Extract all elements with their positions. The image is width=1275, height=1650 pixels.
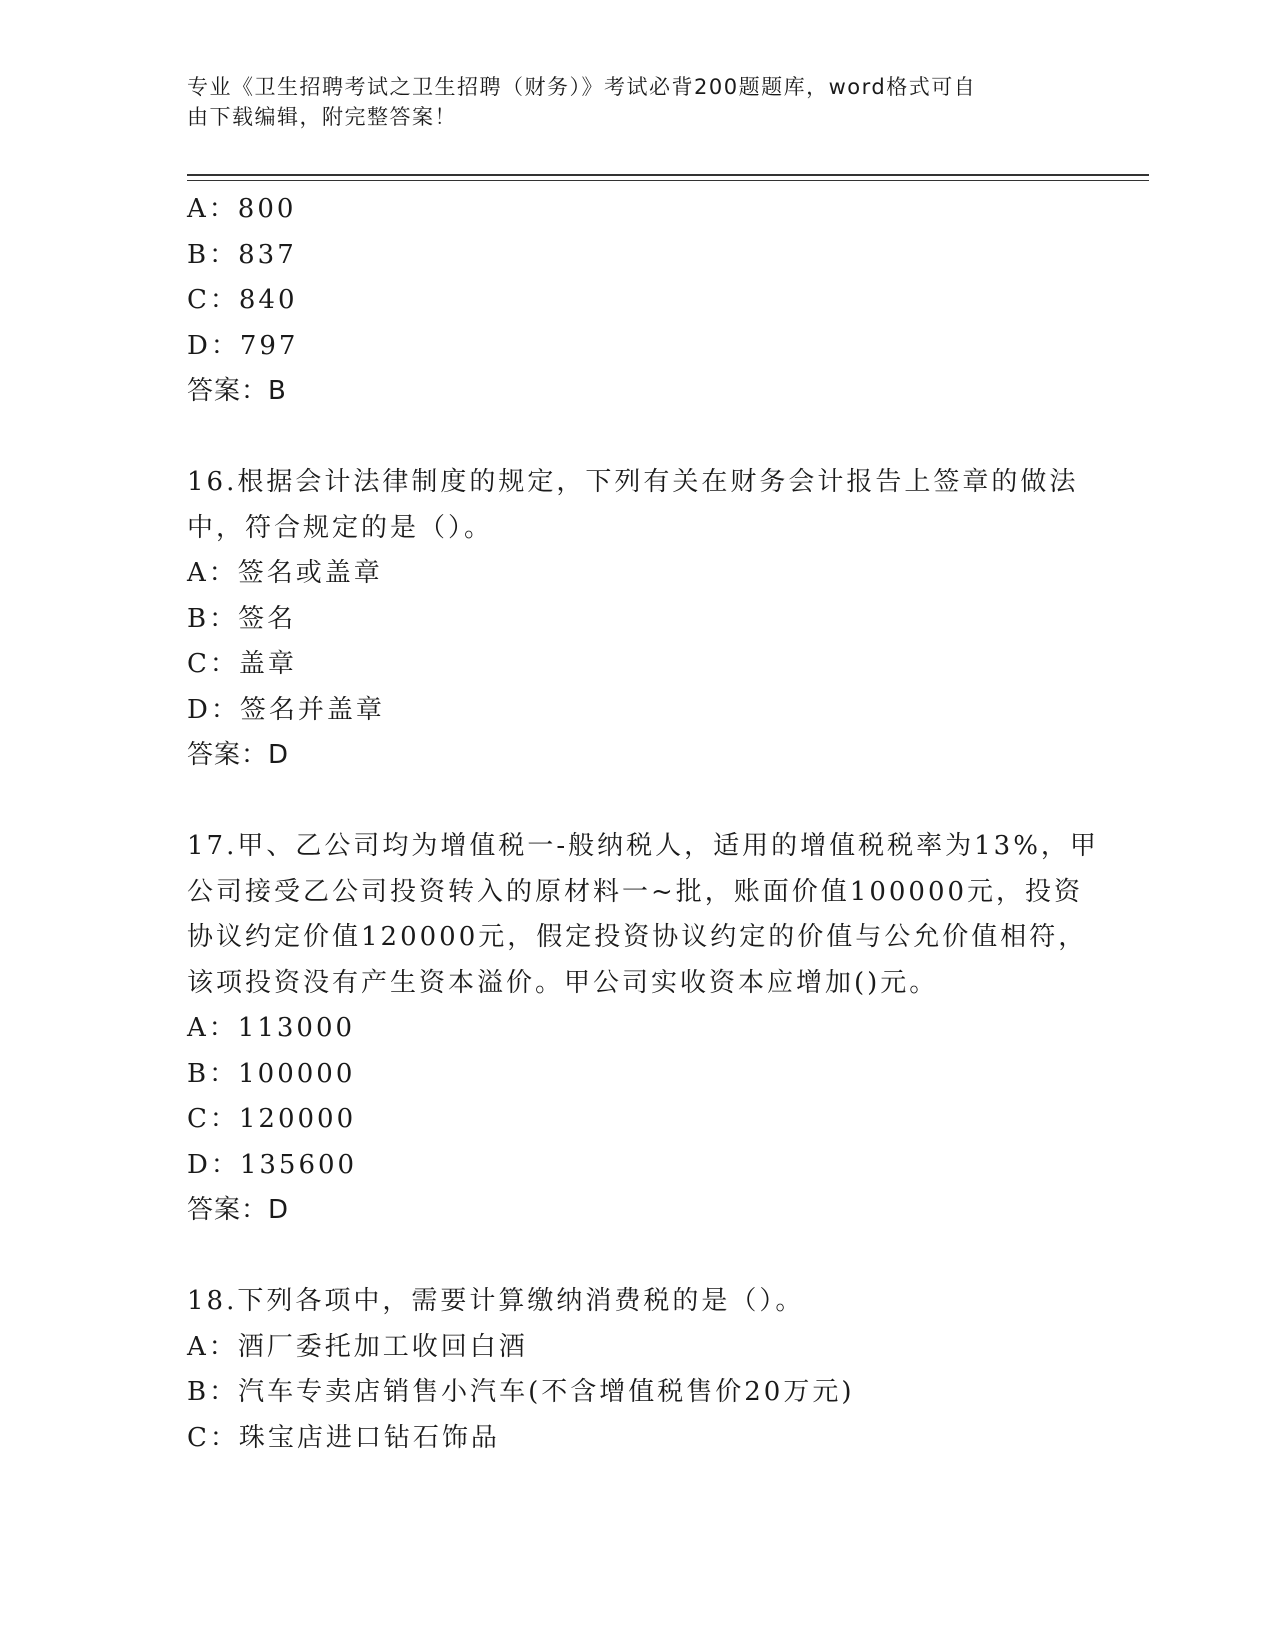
answer-line: 答案：D xyxy=(187,740,290,770)
question-stem: 16.根据会计法律制度的规定，下列有关在财务会计报告上签章的做法 xyxy=(187,467,1079,497)
spacer xyxy=(187,415,1087,461)
question-stem: 协议约定价值120000元，假定投资协议约定的价值与公允价值相符， xyxy=(187,922,1088,952)
option-c: C：120000 xyxy=(187,1104,357,1134)
header-line-2: 由下载编辑，附完整答案！ xyxy=(187,105,457,129)
question-list xyxy=(187,187,1099,1461)
header-line-1: 专业《卫生招聘考试之卫生招聘（财务）》考试必背200题题库，word格式可自 xyxy=(187,75,977,99)
question-16 xyxy=(187,460,1087,779)
option-d: D：797 xyxy=(187,330,299,361)
question-stem: 中，符合规定的是（）。 xyxy=(187,512,494,543)
document-header xyxy=(187,72,1067,132)
question-stem: 17.甲、乙公司均为增值税一-般纳税人，适用的增值税税率为13%，甲 xyxy=(187,831,1099,861)
option-c: C：珠宝店进口钻石饰品 xyxy=(187,1422,500,1453)
option-a: A：800 xyxy=(187,194,297,224)
answer-line: 答案：B xyxy=(187,376,287,406)
question-stem: 公司接受乙公司投资转入的原材料一~批，账面价值100000元，投资 xyxy=(187,876,1084,907)
question-stem: 该项投资没有产生资本溢价。甲公司实收资本应增加()元。 xyxy=(187,967,939,998)
option-b: B：837 xyxy=(187,239,297,270)
header-divider-thin xyxy=(187,180,1149,181)
option-d: D：签名并盖章 xyxy=(187,694,385,725)
option-c: C：840 xyxy=(187,285,298,315)
question-15-tail xyxy=(187,187,1087,415)
spacer xyxy=(187,779,1087,825)
answer-line: 答案：D xyxy=(187,1195,290,1225)
header-divider-thick xyxy=(187,174,1149,176)
option-c: C：盖章 xyxy=(187,649,297,679)
option-a: A：酒厂委托加工收回白酒 xyxy=(187,1331,528,1362)
option-b: B：汽车专卖店销售小汽车(不含增值税售价20万元) xyxy=(187,1377,855,1407)
spacer xyxy=(187,1234,1087,1280)
option-d: D：135600 xyxy=(187,1149,358,1180)
option-a: A：113000 xyxy=(187,1013,356,1043)
option-b: B：100000 xyxy=(187,1058,356,1089)
option-a: A：签名或盖章 xyxy=(187,558,383,588)
option-b: B：签名 xyxy=(187,603,297,634)
question-stem: 18.下列各项中，需要计算缴纳消费税的是（）。 xyxy=(187,1286,805,1316)
question-18 xyxy=(187,1279,1087,1461)
question-17 xyxy=(187,824,1099,1234)
